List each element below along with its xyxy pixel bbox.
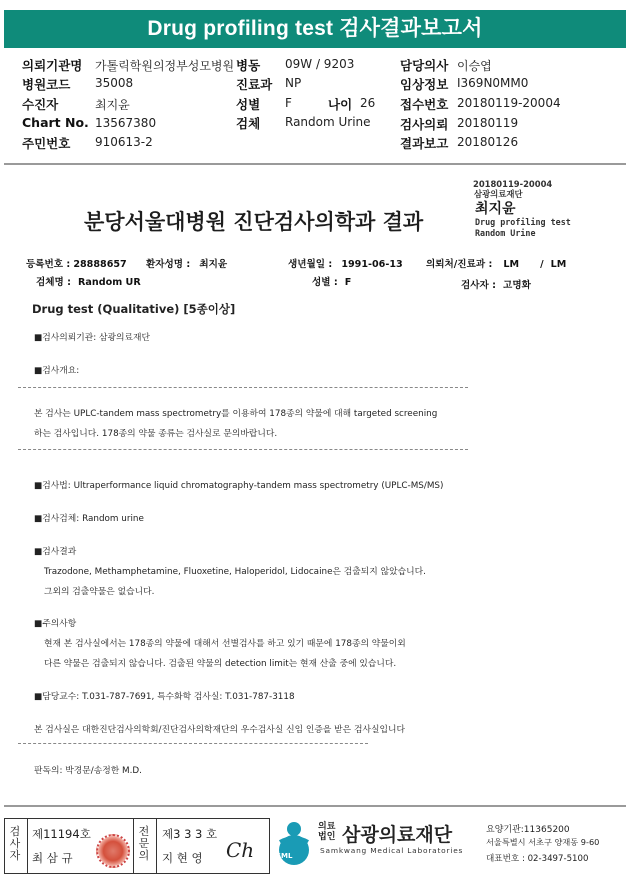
institution-code: 요양기관:11365200	[486, 825, 570, 835]
specimen-name-field	[36, 274, 141, 288]
report-line: 하는 검사입니다. 178종의 약물 종류는 검사실로 문의바랍니다.	[34, 429, 278, 439]
report-line: Trazodone, Methamphetamine, Fluoxetine, Haloperidol, Lidocaine은 검출되지 않았습니다.	[44, 567, 426, 577]
specialist-license-number: 제3 3 3 호	[162, 827, 218, 841]
report-line: ■검사개요:	[34, 366, 80, 376]
tester-label: 검사자	[9, 825, 21, 862]
specimen-name-label: 검체명 :	[36, 277, 71, 288]
label-hospital-code: 병원코드	[22, 77, 71, 92]
registration-field	[26, 256, 127, 270]
examiner-field	[461, 277, 531, 291]
label-receipt-number: 접수번호	[400, 97, 449, 112]
report-line: ■검사결과	[34, 547, 77, 557]
label-report-date: 결과보고	[400, 136, 449, 151]
label-age: 나이	[328, 97, 353, 112]
department-label: 의뢰처/진료과 :	[426, 259, 493, 270]
divider	[4, 805, 626, 807]
value-specimen: Random Urine	[285, 115, 371, 129]
patient-name-label: 환자성명 :	[146, 259, 191, 270]
org-address: 서울특별시 서초구 양재동 9-60	[486, 837, 600, 847]
corner-specimen: Random Urine	[475, 228, 536, 238]
value-patient: 최지윤	[95, 98, 130, 112]
label-sex: 성별	[236, 97, 261, 112]
label-request-date: 검사의뢰	[400, 117, 449, 132]
label-requesting-institution: 의뢰기관명	[22, 58, 83, 73]
value-clinical-info: I369N0MM0	[457, 76, 529, 90]
certification-footer	[0, 812, 631, 878]
value-receipt-number: 20180119-20004	[457, 96, 561, 110]
dashed-rule	[18, 387, 468, 388]
value-requesting-institution: 가톨릭학원의정부성모병원	[95, 59, 235, 73]
examiner-label: 검사자 :	[461, 280, 496, 291]
report-line: 본 검사실은 대한진단검사의학회/진단검사의학재단의 우수검사실 신임 인증을 받은 검사실입니다	[34, 725, 405, 735]
value-hospital-code: 35008	[95, 76, 134, 90]
report-banner-title: Drug profiling test 검사결과보고서	[4, 10, 626, 48]
request-info-table	[0, 52, 631, 162]
corner-org: 삼광의료재단	[474, 189, 523, 199]
report-sex-label: 성별 :	[312, 277, 338, 288]
org-phone: 대표번호 : 02-3497-5100	[486, 854, 589, 864]
report-sex-value: F	[344, 277, 352, 288]
label-ward: 병동	[236, 58, 261, 73]
logo-text: SML	[276, 852, 293, 860]
specimen-name-value: Random UR	[78, 277, 141, 288]
label-resident-number: 주민번호	[22, 136, 71, 151]
registration-value: 28888657	[73, 259, 127, 270]
lab-report-scan	[6, 170, 624, 800]
birthdate-label: 생년월일 :	[288, 259, 333, 270]
value-physician: 이승엽	[457, 59, 492, 73]
report-sex-field	[312, 274, 351, 288]
department-value-1: LM	[503, 259, 520, 270]
value-age: 26	[360, 96, 376, 110]
report-line: ■검사의뢰기관: 삼광의료재단	[34, 333, 151, 343]
tester-seal	[96, 834, 130, 868]
label-chart-no: Chart No.	[22, 115, 89, 130]
value-resident-number: 910613-2	[95, 135, 153, 149]
label-physician: 담당의사	[400, 58, 449, 73]
report-line: ■검사법: Ultraperformance liquid chromatography-tandem mass spectrometry (UPLC-MS/MS)	[34, 481, 444, 491]
report-line: 본 검사는 UPLC-tandem mass spectrometry를 이용하여 178종의 약물에 대해 targeted screening	[34, 409, 438, 419]
examiner-value: 고명화	[503, 280, 531, 291]
specialist-label: 전문의	[138, 825, 150, 862]
report-line: 판독의: 박경문/송정한 M.D.	[34, 766, 142, 776]
label-patient: 수진자	[22, 97, 59, 112]
report-line: ■담당교수: T.031-787-7691, 특수화학 검사실: T.031-787-3118	[34, 692, 295, 702]
report-line: 현재 본 검사실에서는 178종의 약물에 대해서 선별검사를 하고 있기 때문에 178종의 약물이외	[44, 639, 406, 649]
patient-name-value: 최지윤	[199, 259, 228, 270]
value-sex: F	[285, 96, 292, 110]
report-title: 분당서울대병원 진단검사의학과 결과	[84, 210, 424, 234]
org-english-name: Samkwang Medical Laboratories	[320, 846, 464, 855]
divider	[4, 163, 626, 165]
dashed-rule	[18, 743, 368, 744]
tester-license-number: 제11194호	[32, 827, 91, 841]
value-request-date: 20180119	[457, 116, 519, 130]
dashed-rule	[18, 449, 468, 450]
value-report-date: 20180126	[457, 135, 519, 149]
test-title: Drug test (Qualitative) [5종이상]	[32, 302, 236, 316]
label-department: 진료과	[236, 77, 273, 92]
corner-patient-name: 최지윤	[475, 201, 516, 217]
value-chart-no: 13567380	[95, 116, 157, 130]
specialist-signature: Ch	[226, 838, 255, 862]
label-clinical-info: 임상정보	[400, 77, 449, 92]
birthdate-value: 1991-06-13	[341, 259, 403, 270]
report-line: 그외의 검출약물은 없습니다.	[44, 587, 155, 597]
tester-name: 최 삼 규	[32, 851, 73, 865]
report-line: ■검사검체: Random urine	[34, 514, 144, 524]
report-line: ■주의사항	[34, 619, 77, 629]
corner-receipt-number: 20180119-20004	[473, 179, 553, 189]
org-name: 삼광의료재단	[342, 824, 453, 846]
birthdate-field	[288, 256, 403, 270]
department-field	[426, 256, 566, 270]
value-department: NP	[285, 76, 302, 90]
label-specimen: 검체	[236, 116, 261, 131]
corner-test-name: Drug profiling test	[475, 217, 571, 227]
org-prefix: 의료 법인	[318, 822, 336, 842]
patient-name-field	[146, 256, 227, 270]
department-separator: /	[540, 259, 544, 270]
value-ward: 09W / 9203	[285, 57, 355, 71]
specialist-name: 지 현 영	[162, 851, 203, 865]
registration-label: 등록번호 :	[26, 259, 71, 270]
report-line: 다른 약물은 검출되지 않습니다. 검출된 약물의 detection limit는 현재 산출 중에 있습니다.	[44, 659, 397, 669]
department-value-2: LM	[550, 259, 567, 270]
